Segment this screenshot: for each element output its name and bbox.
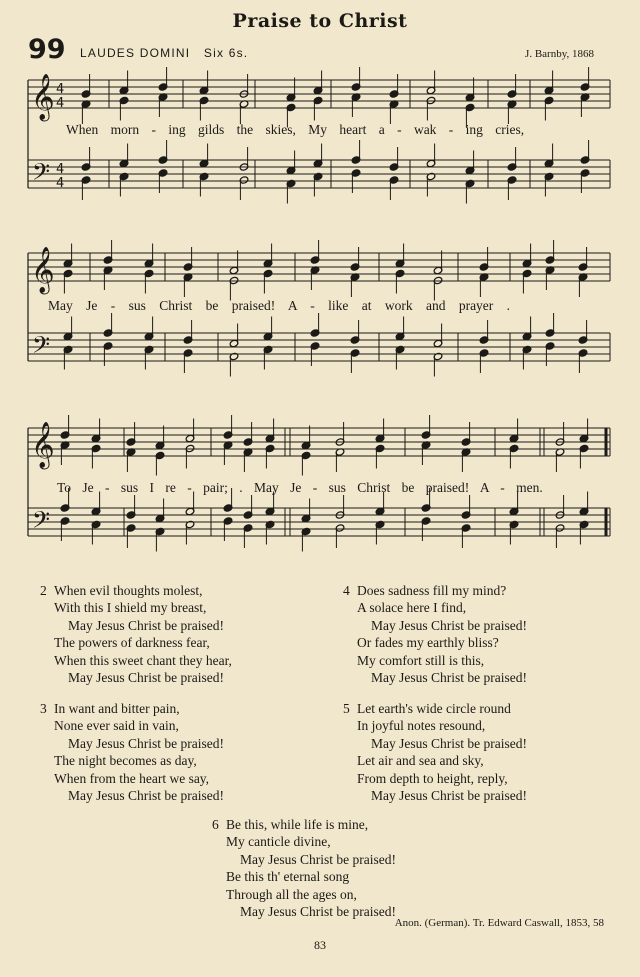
hymn-title: Praise to Christ	[232, 10, 408, 32]
verse-5: 5 Let earth's wide circle round In joyful notes resound, May Jesus Christ be praised! Let air and sea and sky, From depth to height, reply, May Jesus Christ be praised!	[343, 701, 527, 804]
hymn-number: 99	[28, 34, 66, 65]
verse-number: 3	[40, 701, 47, 716]
tune-info	[80, 46, 248, 60]
treble-clef-icon: 𝄞	[31, 74, 55, 120]
treble-clef-icon: 𝄞	[31, 247, 55, 293]
verse-number: 5	[343, 701, 350, 716]
composer: J. Barnby, 1868	[525, 48, 594, 60]
time-signature: 4	[56, 82, 65, 97]
verse-number: 6	[212, 817, 219, 832]
verse-2: 2 When evil thoughts molest, With this I shield my breast, May Jesus Christ be praised! The powers of darkness fear, When this sweet chant they hear, May Jesus Christ be praised!	[40, 583, 232, 686]
treble-clef-icon: 𝄞	[31, 422, 55, 468]
tune-meter: Six 6s.	[203, 46, 249, 60]
page-number: 83	[314, 938, 326, 952]
time-signature: 4	[56, 176, 65, 191]
lyrics-line-1: When morn - ing gilds the skies, My heart a - wak - ing cries,	[66, 122, 525, 137]
verse-number: 2	[40, 583, 47, 598]
verse-number: 4	[343, 583, 350, 598]
lyrics-line-2: May Je - sus Christ be praised! A - like at work and prayer .	[48, 298, 511, 313]
lyrics-line-3: To Je - sus I re - pair; . May Je - sus Christ be praised! A - men.	[57, 480, 543, 495]
time-signature: 4	[56, 96, 65, 111]
time-signature: 4	[56, 162, 65, 177]
bass-clef-icon: 𝄢	[32, 506, 51, 539]
verse-3: 3 In want and bitter pain, None ever said in vain, May Jesus Christ be praised! The night becomes as day, When from the heart we say, May Jesus Christ be praised!	[40, 701, 224, 804]
attribution: Anon. (German). Tr. Edward Caswall, 1853, 58	[394, 917, 604, 929]
music-system-1	[0, 68, 640, 208]
verse-4: 4 Does sadness fill my mind? A solace here I find, May Jesus Christ be praised! Or fades my earthly bliss? My comfort still is this, May Jesus Christ be praised!	[343, 583, 527, 686]
bass-clef-icon: 𝄢	[32, 158, 51, 191]
tune-name: LAUDES DOMINI	[80, 46, 191, 60]
verse-6: 6 Be this, while life is mine, My canticle divine, May Jesus Christ be praised! Be this th' eternal song Through all the ages on, May Jesus Christ be praised!	[212, 817, 396, 920]
bass-clef-icon: 𝄢	[32, 331, 51, 364]
